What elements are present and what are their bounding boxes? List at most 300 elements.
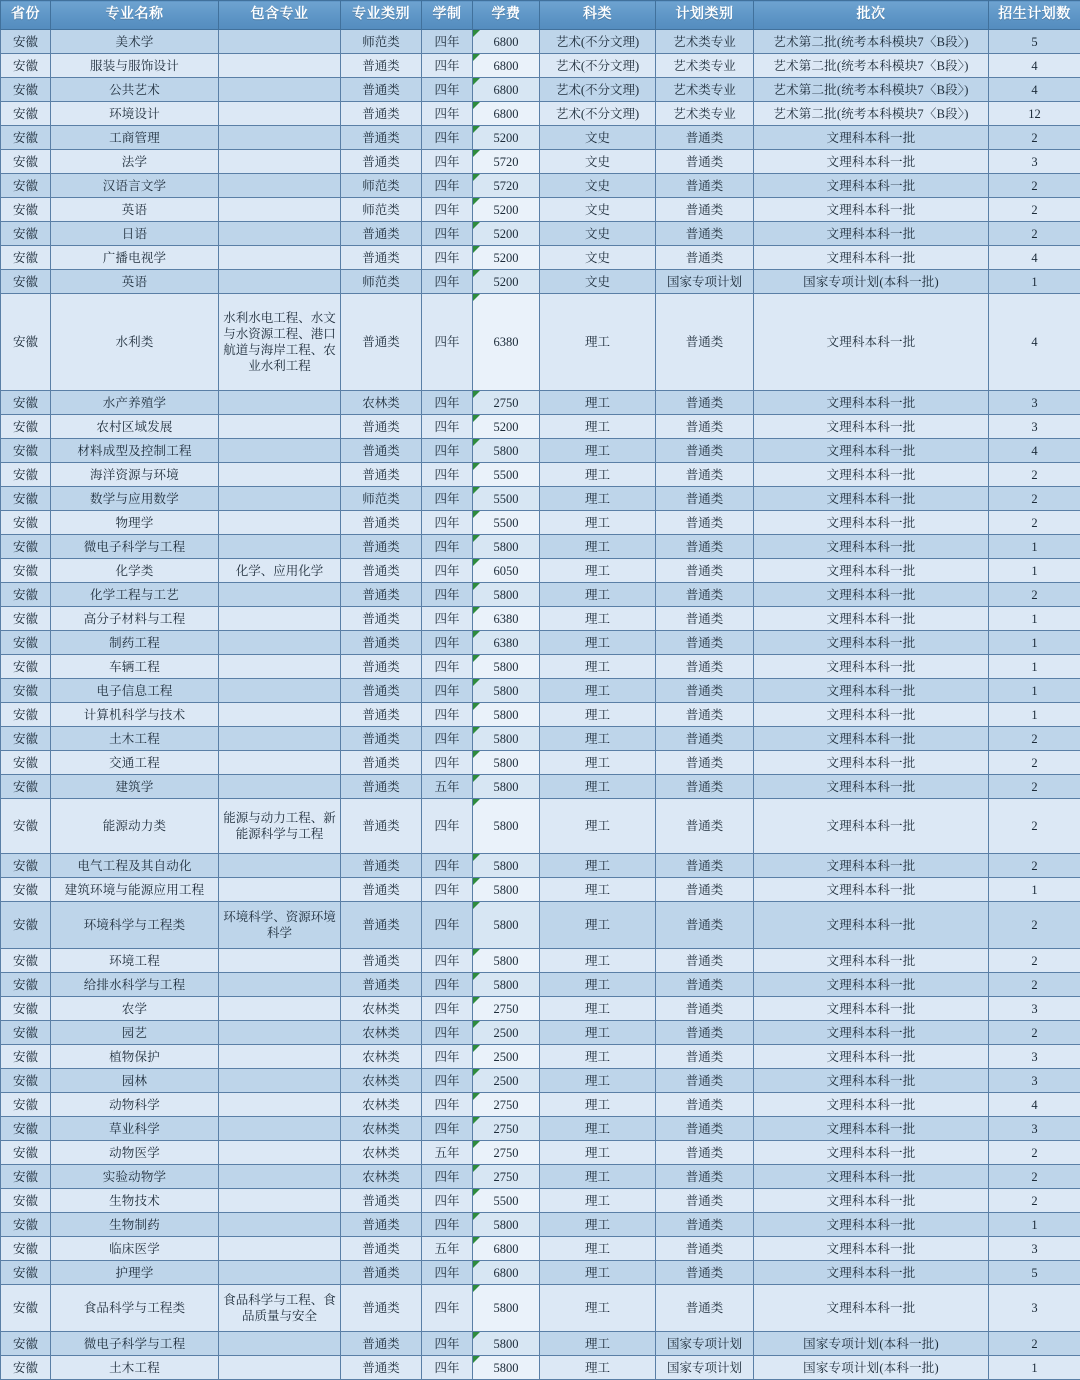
cell-text: 普通类	[343, 731, 419, 747]
cell-count	[989, 583, 1080, 607]
cell-batch	[754, 150, 989, 174]
cell-included	[219, 583, 341, 607]
cell-batch	[754, 1356, 989, 1380]
cell-text: 理工	[542, 707, 653, 723]
cell-category	[341, 270, 422, 294]
cell-subject	[540, 559, 656, 583]
cell-length	[422, 102, 473, 126]
cell-text: 安徽	[3, 563, 48, 579]
column-header-plan-type[interactable]: 计划类别	[656, 1, 754, 30]
column-header-included[interactable]: 包含专业	[219, 1, 341, 30]
cell-included	[219, 1261, 341, 1285]
table-row[interactable]	[1, 799, 1080, 854]
cell-major	[51, 150, 219, 174]
cell-included	[219, 631, 341, 655]
cell-text: 文理科本科一批	[756, 1049, 986, 1065]
cell-length	[422, 655, 473, 679]
table-row[interactable]	[1, 1356, 1080, 1380]
cell-province	[1, 583, 51, 607]
cell-text: 美术学	[53, 34, 216, 50]
cell-text: 6800	[475, 106, 537, 122]
table-row[interactable]	[1, 559, 1080, 583]
table-row[interactable]	[1, 1141, 1080, 1165]
cell-text: 5200	[475, 202, 537, 218]
cell-text: 安徽	[3, 1097, 48, 1113]
cell-plan_type	[656, 1332, 754, 1356]
cell-text: 高分子材料与工程	[53, 611, 216, 627]
cell-subject	[540, 198, 656, 222]
cell-text: 材料成型及控制工程	[53, 443, 216, 459]
table-row[interactable]	[1, 1165, 1080, 1189]
cell-text: 文理科本科一批	[756, 1217, 986, 1233]
cell-text: 3	[991, 1300, 1078, 1316]
cell-fee	[473, 439, 540, 463]
cell-text: 农村区域发展	[53, 419, 216, 435]
cell-text: 普通类	[658, 1025, 751, 1041]
cell-text: 四年	[424, 683, 470, 699]
cell-text: 食品科学与工程类	[53, 1300, 216, 1316]
cell-text: 普通类	[343, 58, 419, 74]
cell-text: 安徽	[3, 818, 48, 834]
cell-text: 普通类	[658, 1121, 751, 1137]
cell-fee	[473, 54, 540, 78]
cell-subject	[540, 439, 656, 463]
cell-text: 2	[991, 515, 1078, 531]
cell-province	[1, 799, 51, 854]
cell-length	[422, 30, 473, 54]
table-row[interactable]	[1, 78, 1080, 102]
cell-province	[1, 1117, 51, 1141]
cell-text: 安徽	[3, 334, 48, 350]
table-row[interactable]	[1, 1237, 1080, 1261]
cell-text: 普通类	[343, 1241, 419, 1257]
cell-text: 文理科本科一批	[756, 917, 986, 933]
table-row[interactable]	[1, 1045, 1080, 1069]
cell-text: 文理科本科一批	[756, 130, 986, 146]
cell-subject	[540, 511, 656, 535]
cell-category	[341, 1332, 422, 1356]
table-row[interactable]	[1, 703, 1080, 727]
cell-fee	[473, 1285, 540, 1332]
cell-included	[219, 727, 341, 751]
cell-province	[1, 1213, 51, 1237]
cell-text: 3	[991, 419, 1078, 435]
cell-length	[422, 174, 473, 198]
cell-text: 艺术类专业	[658, 34, 751, 50]
column-header-subject[interactable]: 科类	[540, 1, 656, 30]
cell-text: 普通类	[658, 779, 751, 795]
cell-text: 制药工程	[53, 635, 216, 651]
column-header-length[interactable]: 学制	[422, 1, 473, 30]
table-row[interactable]	[1, 655, 1080, 679]
table-row[interactable]	[1, 487, 1080, 511]
cell-text: 普通类	[658, 563, 751, 579]
table-row[interactable]	[1, 511, 1080, 535]
table-row[interactable]	[1, 1069, 1080, 1093]
cell-batch	[754, 1141, 989, 1165]
table-row[interactable]	[1, 150, 1080, 174]
cell-length	[422, 878, 473, 902]
cell-category	[341, 535, 422, 559]
cell-plan_type	[656, 607, 754, 631]
cell-major	[51, 174, 219, 198]
cell-text: 理工	[542, 334, 653, 350]
cell-text: 文理科本科一批	[756, 467, 986, 483]
cell-text: 普通类	[658, 130, 751, 146]
cell-text: 1	[991, 274, 1078, 290]
cell-text: 四年	[424, 659, 470, 675]
cell-text: 安徽	[3, 250, 48, 266]
cell-province	[1, 222, 51, 246]
cell-text: 普通类	[343, 130, 419, 146]
cell-text: 文理科本科一批	[756, 1265, 986, 1281]
cell-count	[989, 1189, 1080, 1213]
cell-batch	[754, 174, 989, 198]
cell-length	[422, 78, 473, 102]
cell-subject	[540, 583, 656, 607]
cell-text: 安徽	[3, 1265, 48, 1281]
cell-text: 安徽	[3, 707, 48, 723]
cell-text: 5800	[475, 1360, 537, 1376]
cell-text: 文理科本科一批	[756, 419, 986, 435]
cell-included	[219, 1165, 341, 1189]
table-row[interactable]	[1, 463, 1080, 487]
cell-major	[51, 878, 219, 902]
cell-text: 植物保护	[53, 1049, 216, 1065]
cell-major	[51, 583, 219, 607]
table-row[interactable]	[1, 102, 1080, 126]
cell-count	[989, 949, 1080, 973]
table-row[interactable]	[1, 583, 1080, 607]
table-row[interactable]	[1, 1261, 1080, 1285]
cell-text: 普通类	[343, 1360, 419, 1376]
cell-text: 文理科本科一批	[756, 1193, 986, 1209]
cell-text: 水利水电工程、水文与水资源工程、港口航道与海岸工程、农业水利工程	[221, 310, 338, 374]
cell-province	[1, 294, 51, 391]
cell-text: 理工	[542, 977, 653, 993]
cell-text: 普通类	[658, 250, 751, 266]
table-row[interactable]	[1, 949, 1080, 973]
cell-text: 普通类	[658, 334, 751, 350]
column-header-major[interactable]: 专业名称	[51, 1, 219, 30]
column-header-count[interactable]: 招生计划数	[989, 1, 1080, 30]
cell-plan_type	[656, 583, 754, 607]
cell-plan_type	[656, 150, 754, 174]
cell-category	[341, 246, 422, 270]
cell-text: 安徽	[3, 202, 48, 218]
cell-text: 理工	[542, 755, 653, 771]
cell-plan_type	[656, 902, 754, 949]
cell-text: 文理科本科一批	[756, 1097, 986, 1113]
column-header-category[interactable]: 专业类别	[341, 1, 422, 30]
cell-category	[341, 775, 422, 799]
cell-text: 安徽	[3, 443, 48, 459]
cell-subject	[540, 1165, 656, 1189]
cell-text: 安徽	[3, 539, 48, 555]
table-row[interactable]	[1, 1021, 1080, 1045]
table-row[interactable]	[1, 270, 1080, 294]
cell-category	[341, 198, 422, 222]
cell-text: 国家专项计划(本科一批)	[756, 1360, 986, 1376]
cell-count	[989, 1213, 1080, 1237]
cell-text: 5200	[475, 130, 537, 146]
cell-fee	[473, 1261, 540, 1285]
cell-text: 普通类	[343, 563, 419, 579]
cell-text: 安徽	[3, 1073, 48, 1089]
cell-text: 安徽	[3, 395, 48, 411]
cell-subject	[540, 1285, 656, 1332]
cell-text: 5800	[475, 683, 537, 699]
cell-subject	[540, 463, 656, 487]
cell-text: 普通类	[658, 683, 751, 699]
cell-category	[341, 30, 422, 54]
table-row[interactable]	[1, 439, 1080, 463]
cell-included	[219, 973, 341, 997]
cell-plan_type	[656, 535, 754, 559]
cell-text: 文理科本科一批	[756, 334, 986, 350]
cell-plan_type	[656, 102, 754, 126]
cell-batch	[754, 1045, 989, 1069]
cell-included	[219, 439, 341, 463]
cell-plan_type	[656, 439, 754, 463]
cell-batch	[754, 391, 989, 415]
cell-included	[219, 775, 341, 799]
table-row[interactable]	[1, 391, 1080, 415]
table-row[interactable]	[1, 775, 1080, 799]
cell-text: 2750	[475, 1169, 537, 1185]
cell-text: 2	[991, 1193, 1078, 1209]
cell-text: 5800	[475, 818, 537, 834]
table-row[interactable]	[1, 1189, 1080, 1213]
cell-fee	[473, 1141, 540, 1165]
cell-text: 5800	[475, 1300, 537, 1316]
cell-length	[422, 631, 473, 655]
cell-text: 农林类	[343, 1025, 419, 1041]
cell-province	[1, 1021, 51, 1045]
cell-subject	[540, 1213, 656, 1237]
table-row[interactable]	[1, 415, 1080, 439]
cell-text: 2	[991, 818, 1078, 834]
cell-text: 安徽	[3, 58, 48, 74]
table-row[interactable]	[1, 1332, 1080, 1356]
cell-text: 四年	[424, 755, 470, 771]
cell-length	[422, 1356, 473, 1380]
cell-province	[1, 126, 51, 150]
cell-included	[219, 54, 341, 78]
cell-major	[51, 631, 219, 655]
cell-batch	[754, 799, 989, 854]
cell-text: 普通类	[658, 1241, 751, 1257]
cell-batch	[754, 1021, 989, 1045]
cell-province	[1, 607, 51, 631]
cell-count	[989, 78, 1080, 102]
cell-category	[341, 559, 422, 583]
cell-length	[422, 607, 473, 631]
cell-fee	[473, 126, 540, 150]
cell-text: 微电子科学与工程	[53, 1336, 216, 1352]
table-row[interactable]	[1, 902, 1080, 949]
table-row[interactable]	[1, 727, 1080, 751]
cell-text: 5800	[475, 755, 537, 771]
cell-text: 四年	[424, 1169, 470, 1185]
cell-text: 普通类	[658, 707, 751, 723]
cell-province	[1, 30, 51, 54]
table-row[interactable]	[1, 878, 1080, 902]
cell-text: 五年	[424, 779, 470, 795]
cell-fee	[473, 559, 540, 583]
cell-text: 普通类	[658, 953, 751, 969]
cell-text: 文理科本科一批	[756, 659, 986, 675]
cell-text: 四年	[424, 467, 470, 483]
cell-text: 四年	[424, 202, 470, 218]
cell-length	[422, 775, 473, 799]
cell-count	[989, 270, 1080, 294]
cell-text: 四年	[424, 250, 470, 266]
cell-plan_type	[656, 1117, 754, 1141]
cell-plan_type	[656, 511, 754, 535]
cell-text: 动物科学	[53, 1097, 216, 1113]
cell-province	[1, 1356, 51, 1380]
table-row[interactable]	[1, 30, 1080, 54]
cell-text: 理工	[542, 515, 653, 531]
cell-text: 安徽	[3, 178, 48, 194]
cell-text: 四年	[424, 1193, 470, 1209]
cell-included	[219, 1356, 341, 1380]
cell-count	[989, 198, 1080, 222]
cell-subject	[540, 854, 656, 878]
cell-text: 5800	[475, 1217, 537, 1233]
cell-category	[341, 1237, 422, 1261]
cell-text: 文史	[542, 202, 653, 218]
cell-text: 环境设计	[53, 106, 216, 122]
cell-comment-marker-icon	[473, 799, 480, 806]
cell-length	[422, 1237, 473, 1261]
cell-text: 文理科本科一批	[756, 818, 986, 834]
cell-included	[219, 463, 341, 487]
cell-subject	[540, 102, 656, 126]
cell-text: 3	[991, 1241, 1078, 1257]
table-row[interactable]	[1, 535, 1080, 559]
cell-text: 安徽	[3, 683, 48, 699]
cell-text: 艺术(不分文理)	[542, 34, 653, 50]
cell-text: 普通类	[658, 1145, 751, 1161]
cell-text: 农林类	[343, 1001, 419, 1017]
cell-text: 普通类	[658, 1193, 751, 1209]
table-row[interactable]	[1, 222, 1080, 246]
table-row[interactable]	[1, 679, 1080, 703]
cell-major	[51, 997, 219, 1021]
cell-fee	[473, 150, 540, 174]
cell-text: 四年	[424, 491, 470, 507]
cell-text: 理工	[542, 1121, 653, 1137]
cell-province	[1, 1261, 51, 1285]
cell-fee	[473, 463, 540, 487]
table-row[interactable]	[1, 198, 1080, 222]
cell-batch	[754, 511, 989, 535]
cell-batch	[754, 973, 989, 997]
cell-batch	[754, 415, 989, 439]
cell-length	[422, 854, 473, 878]
cell-text: 安徽	[3, 1145, 48, 1161]
cell-subject	[540, 949, 656, 973]
table-row[interactable]	[1, 854, 1080, 878]
table-row[interactable]	[1, 607, 1080, 631]
cell-province	[1, 1141, 51, 1165]
table-row[interactable]	[1, 1213, 1080, 1237]
cell-batch	[754, 246, 989, 270]
cell-count	[989, 997, 1080, 1021]
cell-plan_type	[656, 1021, 754, 1045]
table-row[interactable]	[1, 973, 1080, 997]
column-header-fee[interactable]: 学费	[473, 1, 540, 30]
cell-major	[51, 775, 219, 799]
column-header-batch[interactable]: 批次	[754, 1, 989, 30]
cell-major	[51, 559, 219, 583]
table-row[interactable]	[1, 1117, 1080, 1141]
cell-text: 文理科本科一批	[756, 1073, 986, 1089]
table-row[interactable]	[1, 751, 1080, 775]
column-header-province[interactable]: 省份	[1, 1, 51, 30]
cell-text: 四年	[424, 1217, 470, 1233]
table-row[interactable]	[1, 1285, 1080, 1332]
cell-category	[341, 487, 422, 511]
table-row[interactable]	[1, 1093, 1080, 1117]
cell-included	[219, 487, 341, 511]
cell-text: 普通类	[343, 977, 419, 993]
cell-text: 四年	[424, 539, 470, 555]
cell-count	[989, 1237, 1080, 1261]
table-row[interactable]	[1, 294, 1080, 391]
cell-province	[1, 1069, 51, 1093]
cell-text: 安徽	[3, 82, 48, 98]
cell-text: 临床医学	[53, 1241, 216, 1257]
table-row[interactable]	[1, 631, 1080, 655]
table-row[interactable]	[1, 126, 1080, 150]
cell-text: 4	[991, 58, 1078, 74]
cell-fee	[473, 878, 540, 902]
cell-text: 普通类	[343, 443, 419, 459]
cell-text: 普通类	[658, 659, 751, 675]
cell-text: 普通类	[343, 539, 419, 555]
cell-batch	[754, 559, 989, 583]
cell-batch	[754, 126, 989, 150]
cell-plan_type	[656, 854, 754, 878]
cell-count	[989, 854, 1080, 878]
cell-text: 四年	[424, 515, 470, 531]
cell-province	[1, 631, 51, 655]
cell-subject	[540, 997, 656, 1021]
cell-text: 物理学	[53, 515, 216, 531]
table-row[interactable]	[1, 54, 1080, 78]
table-row[interactable]	[1, 174, 1080, 198]
cell-text: 理工	[542, 1241, 653, 1257]
cell-text: 国家专项计划	[658, 1360, 751, 1376]
cell-text: 普通类	[658, 977, 751, 993]
cell-length	[422, 1332, 473, 1356]
table-row[interactable]	[1, 997, 1080, 1021]
cell-province	[1, 150, 51, 174]
cell-text: 4	[991, 334, 1078, 350]
cell-text: 12	[991, 106, 1078, 122]
cell-included	[219, 102, 341, 126]
cell-plan_type	[656, 949, 754, 973]
cell-text: 2	[991, 178, 1078, 194]
table-row[interactable]	[1, 246, 1080, 270]
cell-text: 普通类	[658, 917, 751, 933]
cell-length	[422, 583, 473, 607]
cell-included	[219, 751, 341, 775]
cell-text: 四年	[424, 82, 470, 98]
